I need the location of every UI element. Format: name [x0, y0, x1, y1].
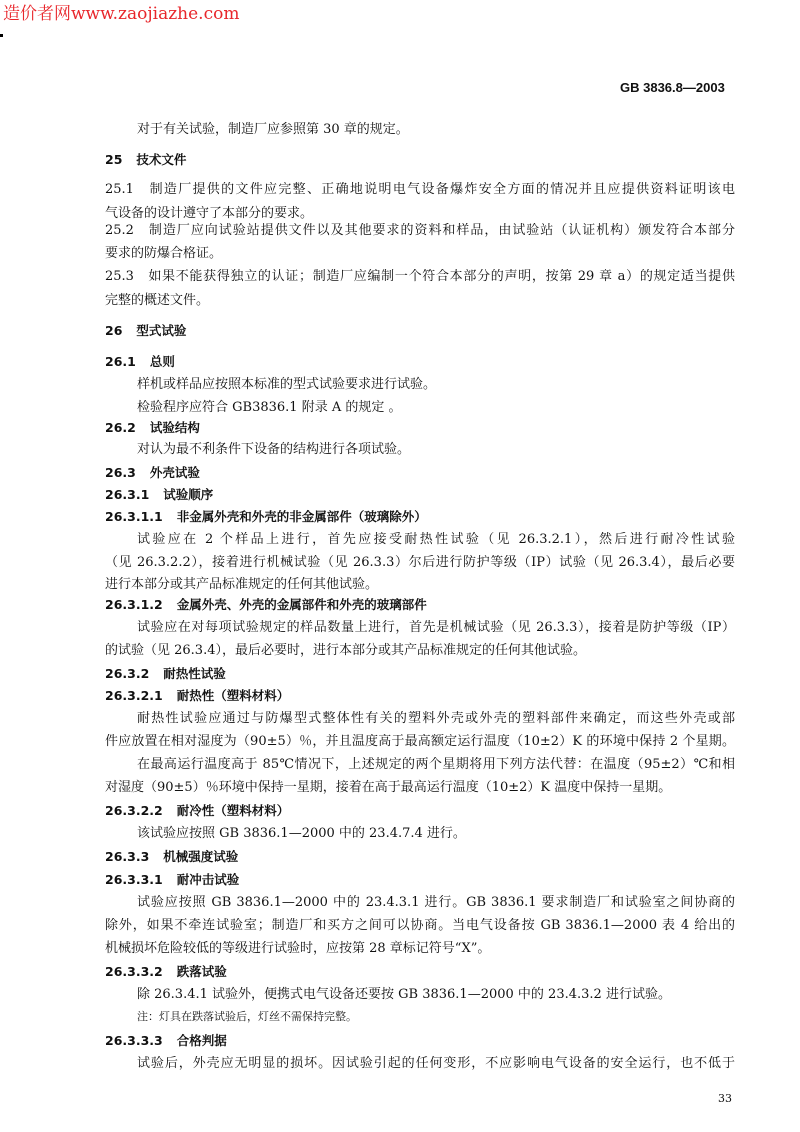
heading-26-3-2-1: 26.3.2.1 耐热性（塑料材料）: [105, 688, 290, 703]
paragraph-line: （见 26.3.2.2），接着进行机械试验（见 26.3.3）尔后进行防护等级（IP）试验（见 26.3.4），最后必要: [105, 555, 735, 570]
paragraph-line: 件应放置在相对湿度为（90±5）％，并且温度高于最高额定运行温度（10±2）K 的环境中保持 2 个星期。: [105, 734, 735, 749]
heading-26-3-3: 26.3.3 机械强度试验: [105, 849, 239, 864]
paragraph-line: 气设备的设计遵守了本部分的要求。: [105, 206, 314, 221]
heading-26-2: 26.2 试验结构: [105, 420, 200, 435]
heading-25: 25 技术文件: [105, 152, 187, 167]
note-line: 注：灯具在跌落试验后，灯丝不需保持完整。: [137, 1010, 357, 1023]
heading-26-1: 26.1 总则: [105, 354, 175, 369]
paragraph-line: 机械损坏危险较低的等级进行试验时，应按第 28 章标记符号“X”。: [105, 941, 491, 956]
heading-26-3-3-2: 26.3.3.2 跌落试验: [105, 964, 227, 979]
paragraph-line: 试验应在 2 个样品上进行，首先应接受耐热性试验（见 26.3.2.1），然后进行耐冷性试验: [137, 532, 735, 547]
heading-26-3: 26.3 外壳试验: [105, 465, 200, 480]
paragraph-line: 检验程序应符合 GB3836.1 附录 A 的规定 。: [137, 400, 402, 415]
paragraph-line: 的试验（见 26.3.4），最后必要时，进行本部分或其产品标准规定的任何其他试验。: [105, 643, 586, 658]
heading-26-3-1-1: 26.3.1.1 非金属外壳和外壳的非金属部件（玻璃除外）: [105, 509, 427, 524]
paragraph-line: 25.1 制造厂提供的文件应完整、正确地说明电气设备爆炸安全方面的情况并且应提供资料证明该电: [105, 182, 735, 197]
heading-26-3-1-2: 26.3.1.2 金属外壳、外壳的金属部件和外壳的玻璃部件: [105, 597, 427, 612]
heading-26-3-3-3: 26.3.3.3 合格判据: [105, 1033, 227, 1048]
paragraph-line: 样机或样品应按照本标准的型式试验要求进行试验。: [137, 377, 437, 392]
paragraph-line: 该试验应按照 GB 3836.1—2000 中的 23.4.7.4 进行。: [137, 826, 466, 841]
paragraph-line: 试验应在对每项试验规定的样品数量上进行，首先是机械试验（见 26.3.3），接着是防护等级（IP）: [137, 620, 735, 635]
scan-dot: [0, 34, 3, 37]
paragraph-line: 25.3 如果不能获得独立的认证；制造厂应编制一个符合本部分的声明，按第 29 章 a）的规定适当提供: [105, 269, 735, 284]
paragraph-line: 对认为最不利条件下设备的结构进行各项试验。: [137, 442, 411, 457]
paragraph-line: 要求的防爆合格证。: [105, 246, 223, 261]
heading-26-3-2-2: 26.3.2.2 耐冷性（塑料材料）: [105, 803, 290, 818]
paragraph-line: 进行本部分或其产品标准规定的任何其他试验。: [105, 577, 379, 592]
paragraph-line: 在最高运行温度高于 85℃情况下，上述规定的两个星期将用下列方法代替：在温度（95±2）℃和相: [137, 757, 735, 772]
heading-26-3-2: 26.3.2 耐热性试验: [105, 666, 226, 681]
heading-26-3-3-1: 26.3.3.1 耐冲击试验: [105, 872, 240, 887]
paragraph-line: 除 26.3.4.1 试验外，便携式电气设备还要按 GB 3836.1—2000 中的 23.4.3.2 进行试验。: [137, 987, 671, 1002]
paragraph-line: 完整的概述文件。: [105, 293, 210, 308]
heading-26: 26 型式试验: [105, 323, 187, 338]
heading-26-3-1: 26.3.1 试验顺序: [105, 487, 214, 502]
paragraph-line: 除外，如果不牵连试验室；制造厂和买方之间可以协商。当电气设备按 GB 3836.1—2000 表 4 给出的: [105, 918, 735, 933]
paragraph-line: 试验应按照 GB 3836.1—2000 中的 23.4.3.1 进行。GB 3836.1 要求制造厂和试验室之间协商的: [137, 895, 735, 910]
standard-number-header: GB 3836.8—2003: [620, 80, 725, 95]
page-number: 33: [718, 1092, 732, 1105]
watermark: 造价者网www.zaojiazhe.com: [3, 4, 240, 24]
paragraph-line: 对于有关试验，制造厂应参照第 30 章的规定。: [137, 122, 409, 137]
paragraph-line: 试验后，外壳应无明显的损坏。因试验引起的任何变形，不应影响电气设备的安全运行，也不低于: [137, 1056, 735, 1071]
paragraph-line: 对湿度（90±5）％环境中保持一星期，接着在高于最高运行温度（10±2）K 温度中保持一星期。: [105, 780, 672, 795]
paragraph-line: 耐热性试验应通过与防爆型式整体性有关的塑料外壳或外壳的塑料部件来确定，而这些外壳或部: [137, 711, 735, 726]
paragraph-line: 25.2 制造厂应向试验站提供文件以及其他要求的资料和样品，由试验站（认证机构）颁发符合本部分: [105, 223, 735, 238]
